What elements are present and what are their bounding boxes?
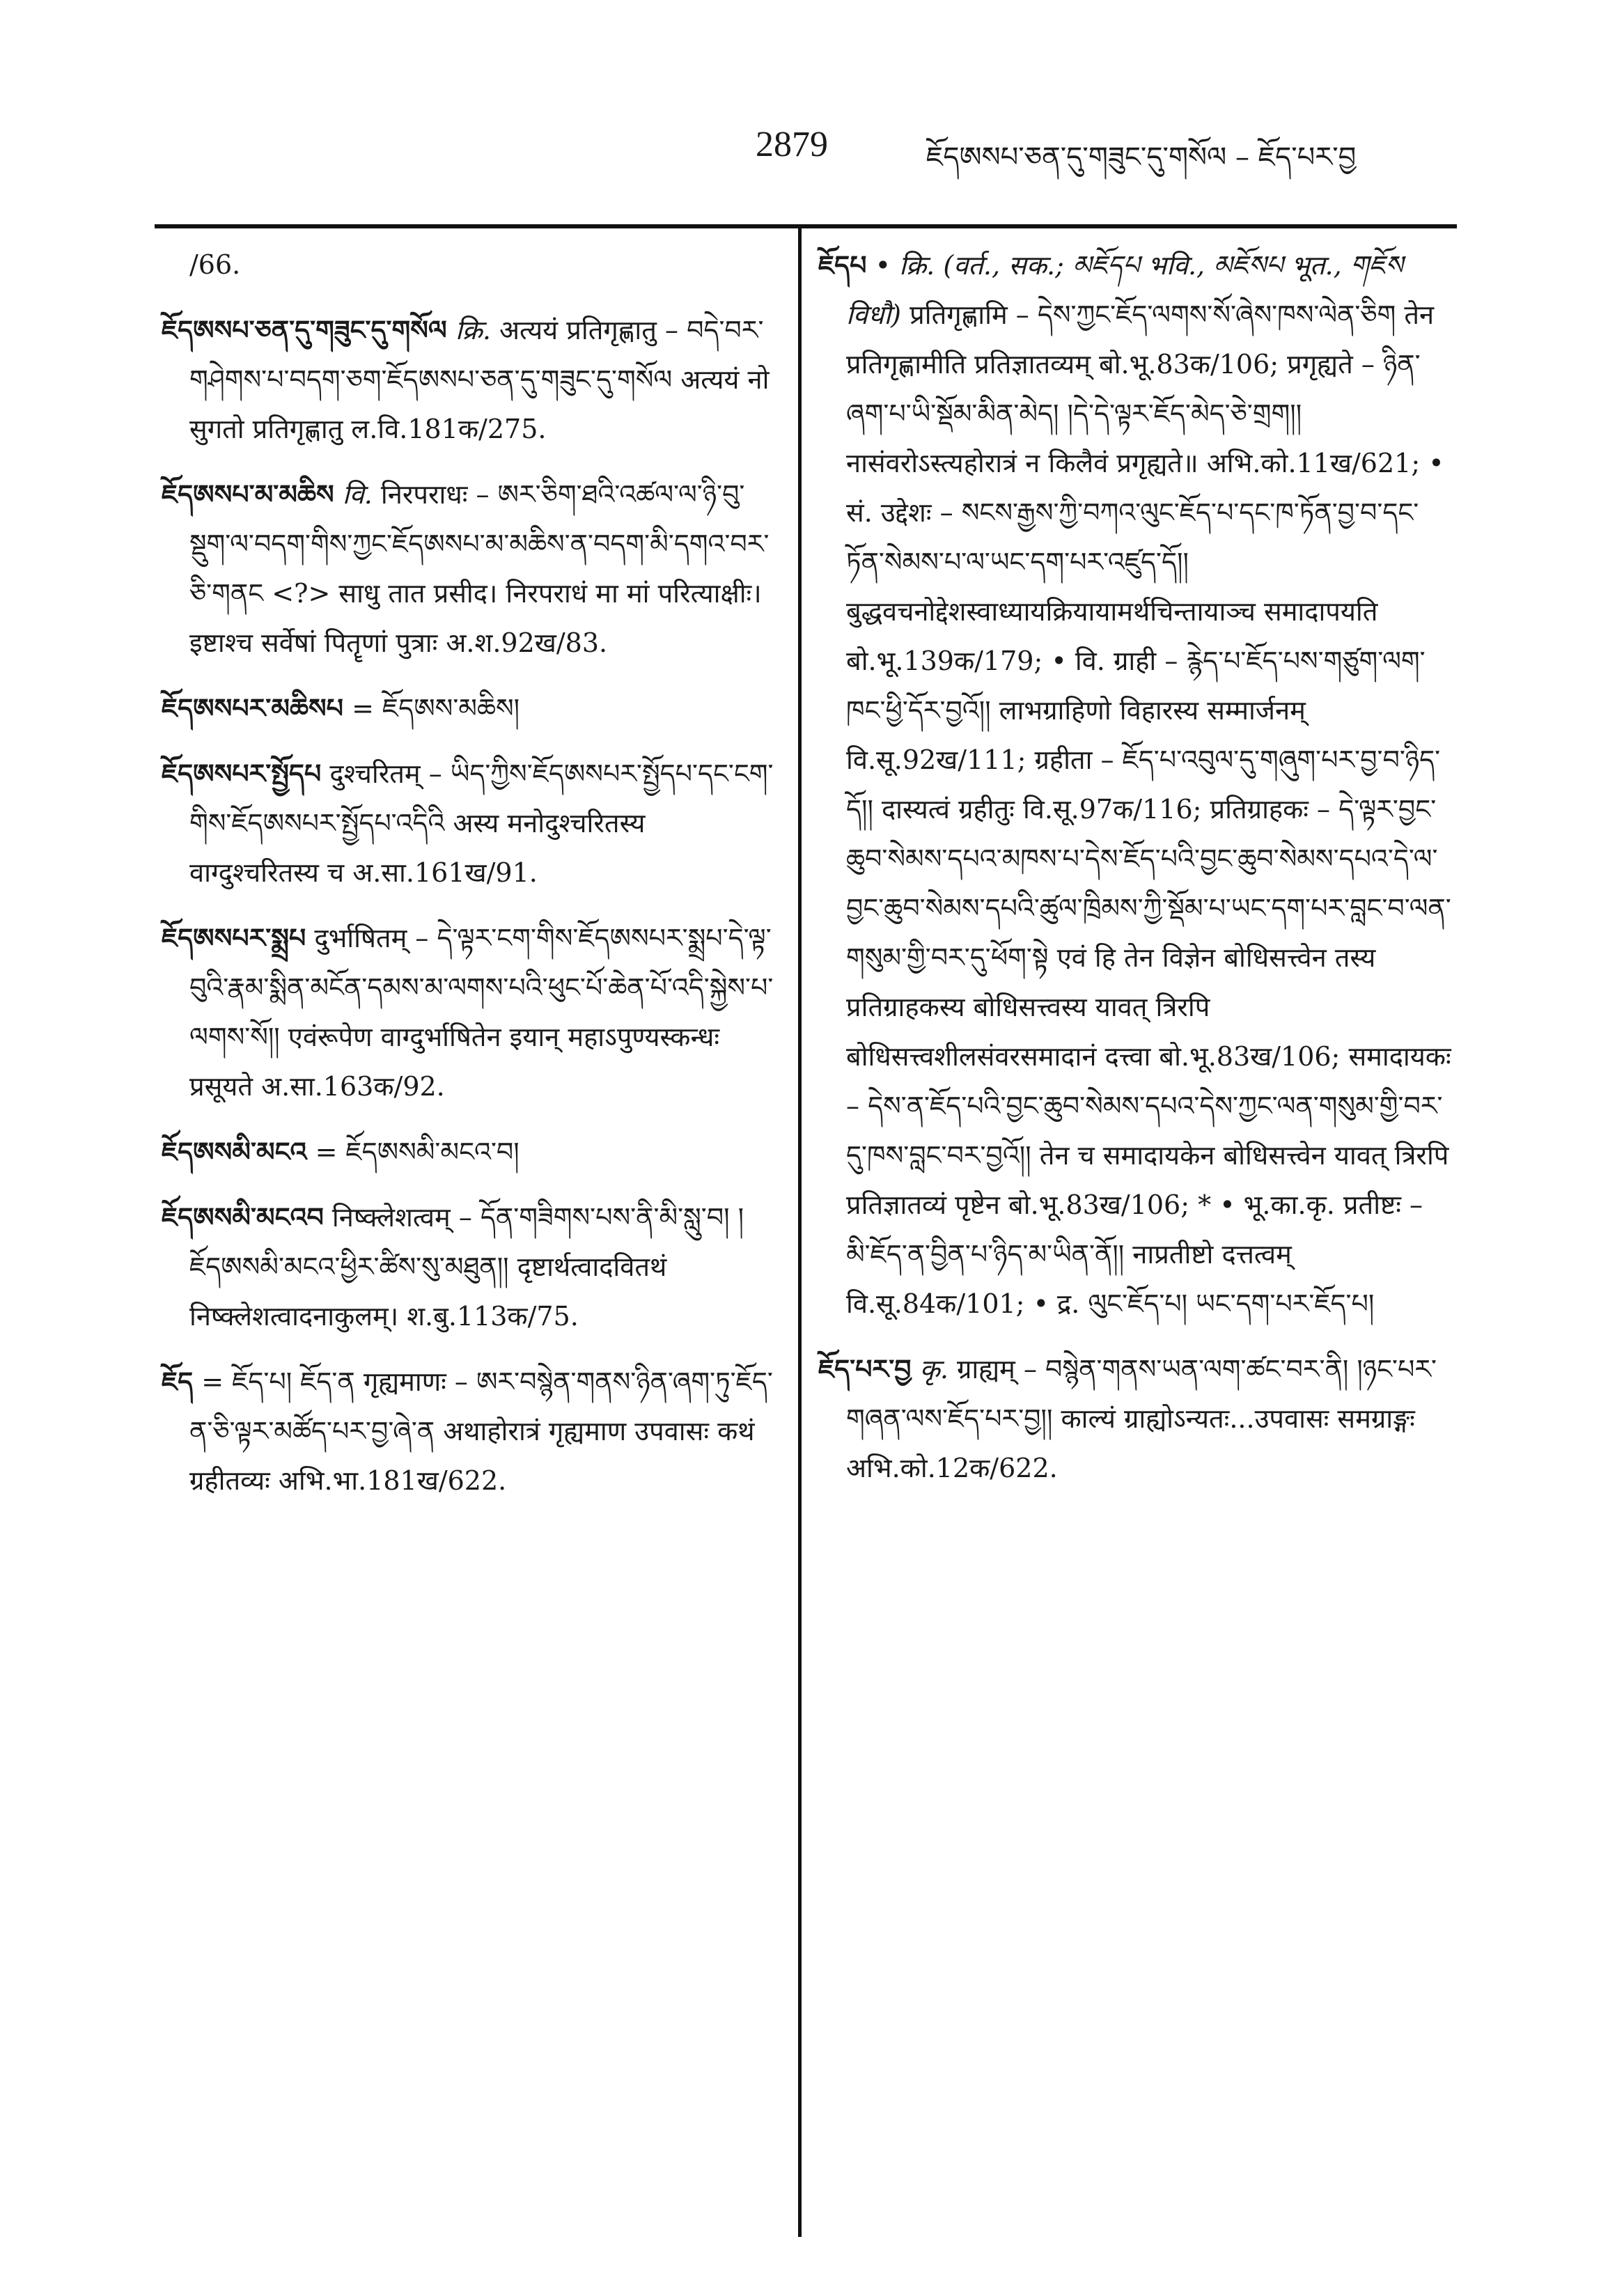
- entry-text: निष्क्लेशत्वम् – དོན་གཟིགས་པས་ནི་མི་སླུ་བ། །ཇོདཨསམི་མངའ་ཕྱིར་ཚིས་སུ་མཐུན།། दृष्टार्थत्वादवितथं निष्क्लेशत्वादनाकुलम्। श.बु.113क/75.: [189, 1202, 744, 1332]
- grammar-label: वि.: [342, 479, 373, 510]
- dictionary-entry: [162, 749, 774, 898]
- dictionary-entry: [818, 1344, 1452, 1493]
- dictionary-entry: [162, 1127, 774, 1177]
- grammar-label: कृ.: [919, 1354, 948, 1384]
- entry-text: अत्ययं प्रतिगृह्णातु – བདེ་བར་གཤེགས་པ་བདག་ཅག་ཇོདཨསཔ་ཅན་དུ་གཟུང་དུ་གསོལ अत्ययं नो सुगतो प्रतिगृह्णातु ल.वि.181क/275.: [189, 315, 770, 444]
- dictionary-entry: [162, 469, 774, 668]
- left-column: [162, 240, 774, 1521]
- dictionary-entry: [162, 683, 774, 733]
- page-number: 2879: [756, 125, 828, 164]
- headword: ཇོདཨསམི་མངའ: [162, 1136, 307, 1167]
- column-divider: [798, 224, 802, 2237]
- headword: ཇོདཨསཔ་ཅན་དུ་གཟུང་དུ་གསོལ: [162, 314, 447, 345]
- dictionary-entry: [162, 913, 774, 1111]
- entry-text: दुश्चरितम् – ཡིད་ཀྱིས་ཇོདཨསཔར་སྤྱོདཔ་དང་ངག་གིས་ཇོདཨསཔར་སྤྱོདཔ་འདིའི अस्य मनोदुश्चरितस्य वाग्दुश्चरितस्य च अ.सा.161ख/91.: [189, 758, 774, 888]
- dictionary-entry: [162, 1192, 774, 1341]
- right-column: [818, 240, 1452, 1508]
- grammar-label: क्रि.: [455, 315, 491, 345]
- headword: ཇོདཔ: [818, 249, 867, 281]
- headword: ཇོདཨསཔར་སྨྲཔ: [162, 922, 306, 953]
- entry-text: = ཇོདཨས་མཆིས།: [352, 693, 520, 724]
- headword: ཇོད་པར་བྱ: [818, 1353, 912, 1384]
- entry-text: = ཇོད་པ། ཇོད་ན गृह्यमाणः – ཨར་བསྙེན་གནས་ཉིན་ཞག་ཏུ་ཇོད་ན་ཅི་ལྟར་མཚོད་པར་བྱ་ཞེ་ན अथाहोरात्रं गृह्यमाण उपवासः कथं ग्रहीतव्यः अभि.भा.181ख/622.: [189, 1366, 773, 1496]
- dictionary-entry: [162, 240, 774, 290]
- entry-text: प्रतिगृह्णामि – དེས་ཀྱང་ཇོད་ལགས་སོ་ཞེས་ཁས་ལེན་ཅིག तेन प्रतिगृह्णामीति प्रतिज्ञातव्यम् बो.भू.83क/106; प्रगृह्यते – ཉིན་ཞག་པ་ཡི་སྡོམ་མིན་མེད། །དེ་དེ་ལྟར་ཇོད་མེད་ཅེ་གྲག།། नासंवरोऽस्त्यहोरात्रं न किलैवं प्रगृह्यते॥ अभि.को.11ख/621; • सं. उद्देशः – སངས་རྒྱས་ཀྱི་བཀའ་ལུང་ཇོད་པ་དང་ཁ་ཏོན་བྱ་བ་དང་ཏོན་སེམས་པ་ལ་ཡང་དག་པར་འཛུད་དོ།། बुद्धवचनोद्देशस्वाध्यायक्रियायामर्थचिन्तायाञ्च समादापयति बो.भू.139क/179; • वि. ग्राही – རྙེད་པ་ཇོད་པས་གཙུག་ལག་ཁང་ཕྱི་དོར་བྱའོ།། लाभग्राहिणो विहारस्य सम्मार्जनम् वि.सू.92ख/111; ग्रहीता – ཇོད་པ་འབུལ་དུ་གཞུག་པར་བྱ་བ་ཉིད་དོ།། दास्यत्वं ग्रहीतुः वि.सू.97क/116; प्रतिग्राहकः – དེ་ལྟར་བྱང་ཆུབ་སེམས་དཔའ་མཁས་པ་དེས་ཇོད་པའི་བྱང་ཆུབ་སེམས་དཔའ་དེ་ལ་བྱང་ཆུབ་སེམས་དཔའི་ཚུལ་ཁྲིམས་ཀྱི་སྡོམ་པ་ཡང་དག་པར་བླང་བ་ལན་གསུམ་གྱི་བར་དུ་ཕོག་སྟེ एवं हि तेन विज्ञेन बोधिसत्त्वेन तस्य प्रतिग्राहकस्य बोधिसत्त्वस्य यावत् त्रिरपि बोधिसत्त्वशीलसंवरसमादानं दत्त्वा बो.भू.83ख/106; समादायकः – དེས་ན་ཇོད་པའི་བྱང་ཆུབ་སེམས་དཔའ་དེས་ཀྱང་ལན་གསུམ་གྱི་བར་དུ་ཁས་བླང་བར་བྱའོ།། तेन च समादायकेन बोधिसत्त्वेन यावत् त्रिरपि प्रतिज्ञातव्यं पृष्टेन बो.भू.83ख/106; * • भू.का.कृ. प्रतीष्टः – མི་ཇོད་ན་བྱིན་པ་ཉིད་མ་ཡིན་ནོ།། नाप्रतीष्टो दत्तत्वम् वि.सू.84क/101; • द्र. ལུང་ཇོད་པ། ཡང་དག་པར་ཇོད་པ།: [846, 299, 1451, 1319]
- entry-text: = ཇོདཨསམི་མངའ་བ།: [315, 1137, 520, 1167]
- headword: ཇོདཨསཔ་མ་མཆིས: [162, 478, 334, 510]
- running-head: ཇོདཨསཔ་ཅན་དུ་གཟུང་དུ་གསོལ – ཇོད་པར་བྱ: [926, 141, 1357, 173]
- dictionary-entry: [162, 305, 774, 454]
- headword: ཇོདཨསཔར་མཆིསཔ: [162, 692, 344, 724]
- grammar-label: • क्रि. (वर्त., सक.; མཇོདཔ भवि., མཇོསཔ भूत., གཇོས विधौ): [846, 250, 1403, 330]
- headword: ཇོདཨསམི་མངའབ: [162, 1201, 324, 1233]
- headword: ཇོདཨསཔར་སྤྱོདཔ: [162, 758, 322, 789]
- top-rule: [155, 224, 1457, 228]
- dictionary-entry: [162, 1357, 774, 1506]
- entry-text: /66.: [189, 249, 241, 280]
- entry-text: ग्राह्यम् – བསྙེན་གནས་ཡན་ལག་ཚང་བར་ནི། །ཉང་པར་གཞན་ལས་ཇོད་པར་བྱ།། काल्यं ग्राह्योऽन्यतः...उपवासः समग्राङ्गः अभि.को.12क/622.: [846, 1354, 1437, 1483]
- entry-text: निरपराधः – ཨར་ཅིག་ཐའི་འཚལ་ལ་ཉི་བུ་སྡུག་ལ་བདག་གིས་ཀྱང་ཇོདཨསཔ་མ་མཆིས་ན་བདག་མི་དགའ་བར་ཅི་གནང <?> साधु तात प्रसीद। निरपराधं मा मां परित्याक्षीः। इष्टाश्च सर्वेषां पितॄणां पुत्राः अ.श.92ख/83.: [189, 479, 770, 658]
- headword: ཇོད: [162, 1366, 194, 1397]
- dictionary-entry: [818, 240, 1452, 1329]
- entry-text: दुर्भाषितम् – དེ་ལྟར་ངག་གིས་ཇོདཨསཔར་སྨྲཔ་དེ་ལྟ་བུའི་རྣམ་སྨིན་མངོན་དམས་མ་ལགས་པའི་ཕུང་པོ་ཆེན་པོ་འདི་སྐྱེས་པ་ལགས་སོ།། एवंरूपेण वाग्दुर्भाषितेन इयान् महाऽपुण्यस्कन्धः प्रसूयते अ.सा.163क/92.: [189, 923, 774, 1102]
